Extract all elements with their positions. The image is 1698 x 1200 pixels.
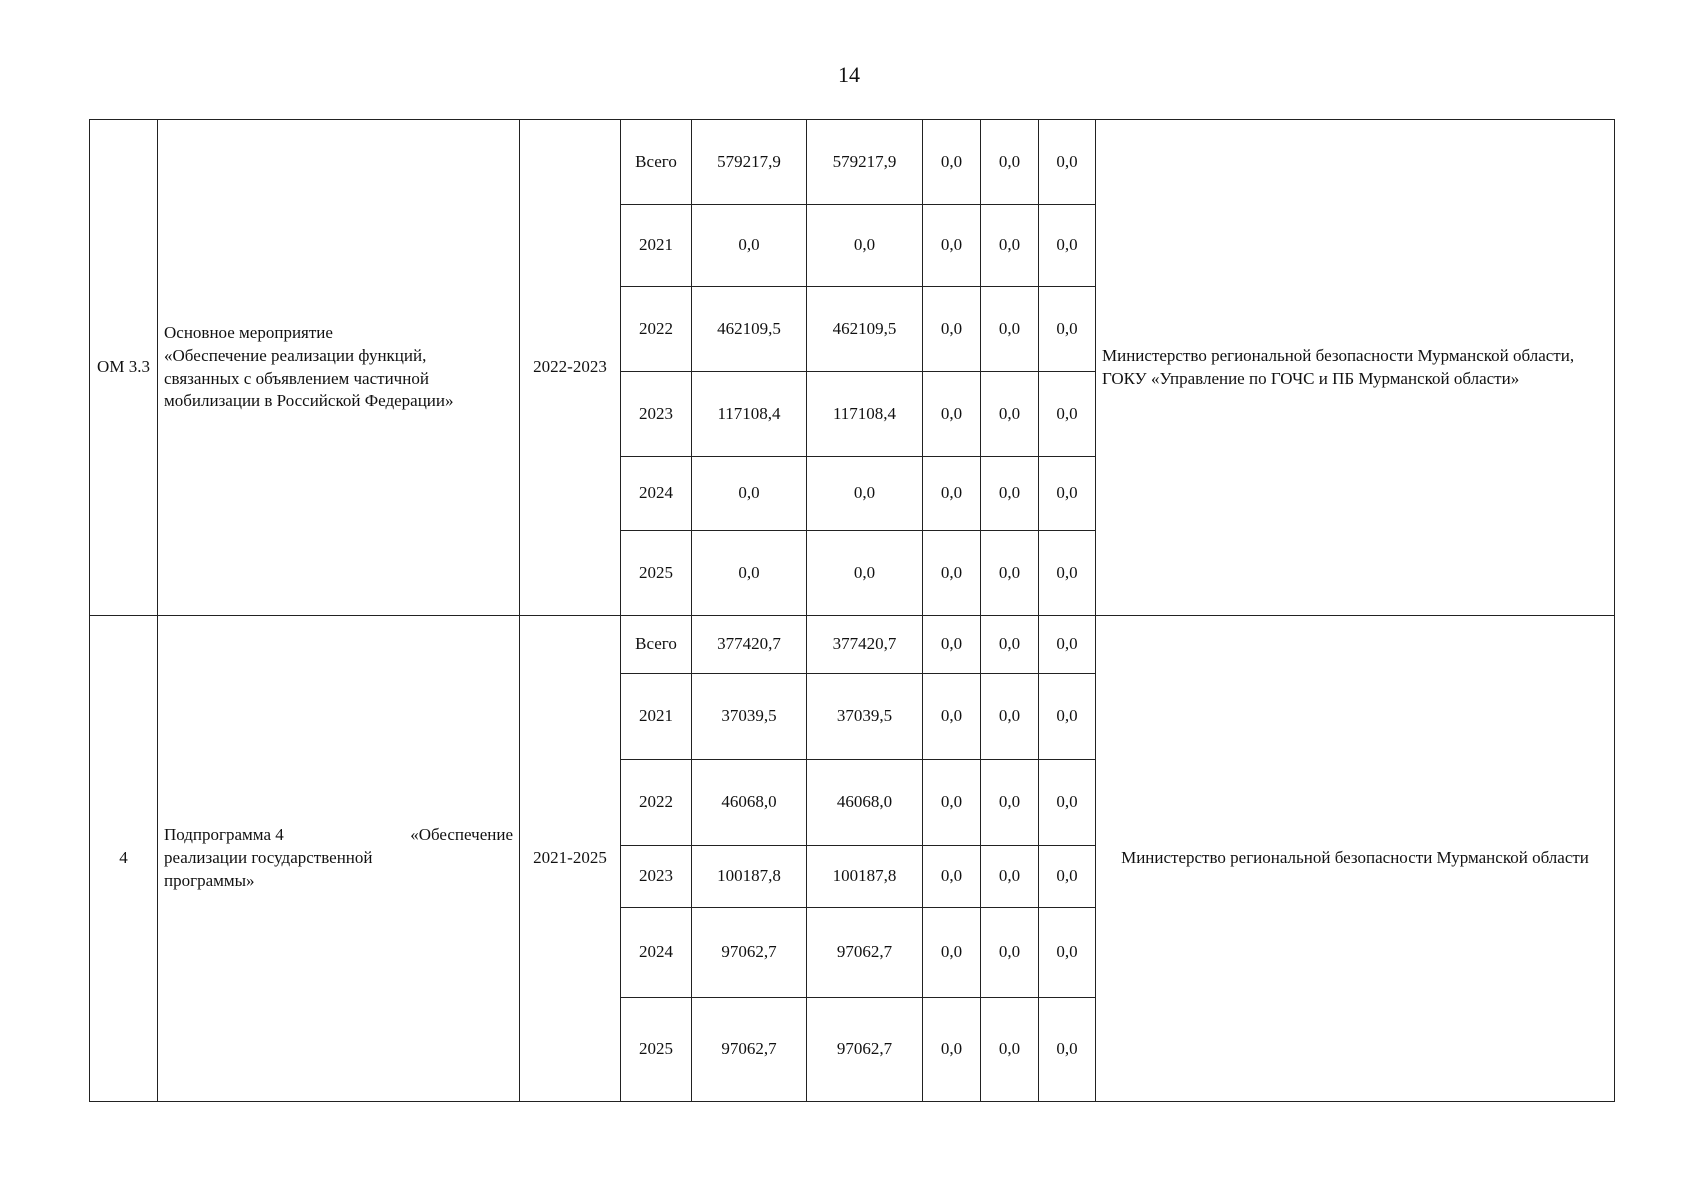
value-cell: 0,0 — [923, 616, 981, 674]
value-cell: 0,0 — [981, 531, 1039, 616]
total-cell: 462109,5 — [692, 287, 807, 372]
value-cell: 0,0 — [1039, 616, 1096, 674]
regional-cell: 97062,7 — [807, 998, 923, 1102]
value-cell: 0,0 — [923, 998, 981, 1102]
total-cell: 97062,7 — [692, 908, 807, 998]
row-name — [158, 616, 520, 1102]
name-line: Основное мероприятие — [164, 322, 333, 342]
row-name — [158, 120, 520, 616]
value-cell: 0,0 — [981, 846, 1039, 908]
year-cell: 2021 — [621, 205, 692, 287]
regional-cell: 377420,7 — [807, 616, 923, 674]
total-cell: 37039,5 — [692, 674, 807, 760]
value-cell: 0,0 — [923, 205, 981, 287]
value-cell: 0,0 — [1039, 287, 1096, 372]
value-cell: 0,0 — [923, 531, 981, 616]
value-cell: 0,0 — [1039, 531, 1096, 616]
regional-cell: 46068,0 — [807, 760, 923, 846]
year-cell: 2023 — [621, 372, 692, 457]
value-cell: 0,0 — [1039, 998, 1096, 1102]
value-cell: 0,0 — [923, 372, 981, 457]
regional-cell: 579217,9 — [807, 120, 923, 205]
table-row — [90, 120, 1615, 205]
total-cell: 97062,7 — [692, 998, 807, 1102]
value-cell: 0,0 — [1039, 457, 1096, 531]
name-line: программы» — [164, 870, 255, 890]
regional-cell: 117108,4 — [807, 372, 923, 457]
total-cell: 100187,8 — [692, 846, 807, 908]
total-cell: 579217,9 — [692, 120, 807, 205]
value-cell: 0,0 — [981, 908, 1039, 998]
name-line: реализации государственной — [164, 848, 373, 868]
value-cell: 0,0 — [923, 287, 981, 372]
value-cell: 0,0 — [981, 998, 1039, 1102]
value-cell: 0,0 — [981, 287, 1039, 372]
page-number: 14 — [838, 62, 860, 87]
year-cell: 2025 — [621, 531, 692, 616]
value-cell: 0,0 — [923, 760, 981, 846]
year-cell: 2024 — [621, 908, 692, 998]
regional-cell: 0,0 — [807, 531, 923, 616]
row-code: 4 — [90, 616, 158, 1102]
total-cell: 0,0 — [692, 205, 807, 287]
value-cell: 0,0 — [981, 674, 1039, 760]
total-cell: 377420,7 — [692, 616, 807, 674]
value-cell: 0,0 — [923, 120, 981, 205]
row-code: ОМ 3.3 — [90, 120, 158, 616]
year-cell: 2025 — [621, 998, 692, 1102]
year-cell: 2021 — [621, 674, 692, 760]
year-cell: Всего — [621, 616, 692, 674]
regional-cell: 462109,5 — [807, 287, 923, 372]
value-cell: 0,0 — [981, 616, 1039, 674]
row-executor: Министерство региональной безопасности Мурманской области — [1096, 616, 1615, 1102]
value-cell: 0,0 — [1039, 372, 1096, 457]
year-cell: Всего — [621, 120, 692, 205]
budget-table — [89, 119, 1615, 1102]
name-line: мобилизации в Российской Федерации» — [164, 391, 454, 411]
regional-cell: 100187,8 — [807, 846, 923, 908]
value-cell: 0,0 — [923, 674, 981, 760]
value-cell: 0,0 — [1039, 846, 1096, 908]
total-cell: 0,0 — [692, 457, 807, 531]
year-cell: 2024 — [621, 457, 692, 531]
row-executor: Министерство региональной безопасности Мурманской области, ГОКУ «Управление по ГОЧС и ПБ Мурманской области» — [1096, 120, 1615, 616]
table-row — [90, 616, 1615, 674]
value-cell: 0,0 — [1039, 760, 1096, 846]
regional-cell: 97062,7 — [807, 908, 923, 998]
value-cell: 0,0 — [1039, 205, 1096, 287]
value-cell: 0,0 — [1039, 674, 1096, 760]
value-cell: 0,0 — [923, 908, 981, 998]
regional-cell: 37039,5 — [807, 674, 923, 760]
value-cell: 0,0 — [1039, 908, 1096, 998]
value-cell: 0,0 — [923, 457, 981, 531]
row-period: 2021-2025 — [520, 616, 621, 1102]
total-cell: 117108,4 — [692, 372, 807, 457]
value-cell: 0,0 — [1039, 120, 1096, 205]
value-cell: 0,0 — [981, 120, 1039, 205]
year-cell: 2023 — [621, 846, 692, 908]
row-period: 2022-2023 — [520, 120, 621, 616]
year-cell: 2022 — [621, 760, 692, 846]
year-cell: 2022 — [621, 287, 692, 372]
name-first-line — [164, 824, 513, 847]
value-cell: 0,0 — [981, 205, 1039, 287]
value-cell: 0,0 — [981, 760, 1039, 846]
name-line: «Обеспечение реализации функций, — [164, 345, 427, 365]
regional-cell: 0,0 — [807, 457, 923, 531]
value-cell: 0,0 — [981, 372, 1039, 457]
value-cell: 0,0 — [923, 846, 981, 908]
name-first-left: Подпрограмма 4 — [164, 825, 284, 845]
regional-cell: 0,0 — [807, 205, 923, 287]
name-first-right: «Обеспечение — [410, 825, 513, 845]
total-cell: 46068,0 — [692, 760, 807, 846]
value-cell: 0,0 — [981, 457, 1039, 531]
total-cell: 0,0 — [692, 531, 807, 616]
name-line: связанных с объявлением частичной — [164, 368, 429, 388]
